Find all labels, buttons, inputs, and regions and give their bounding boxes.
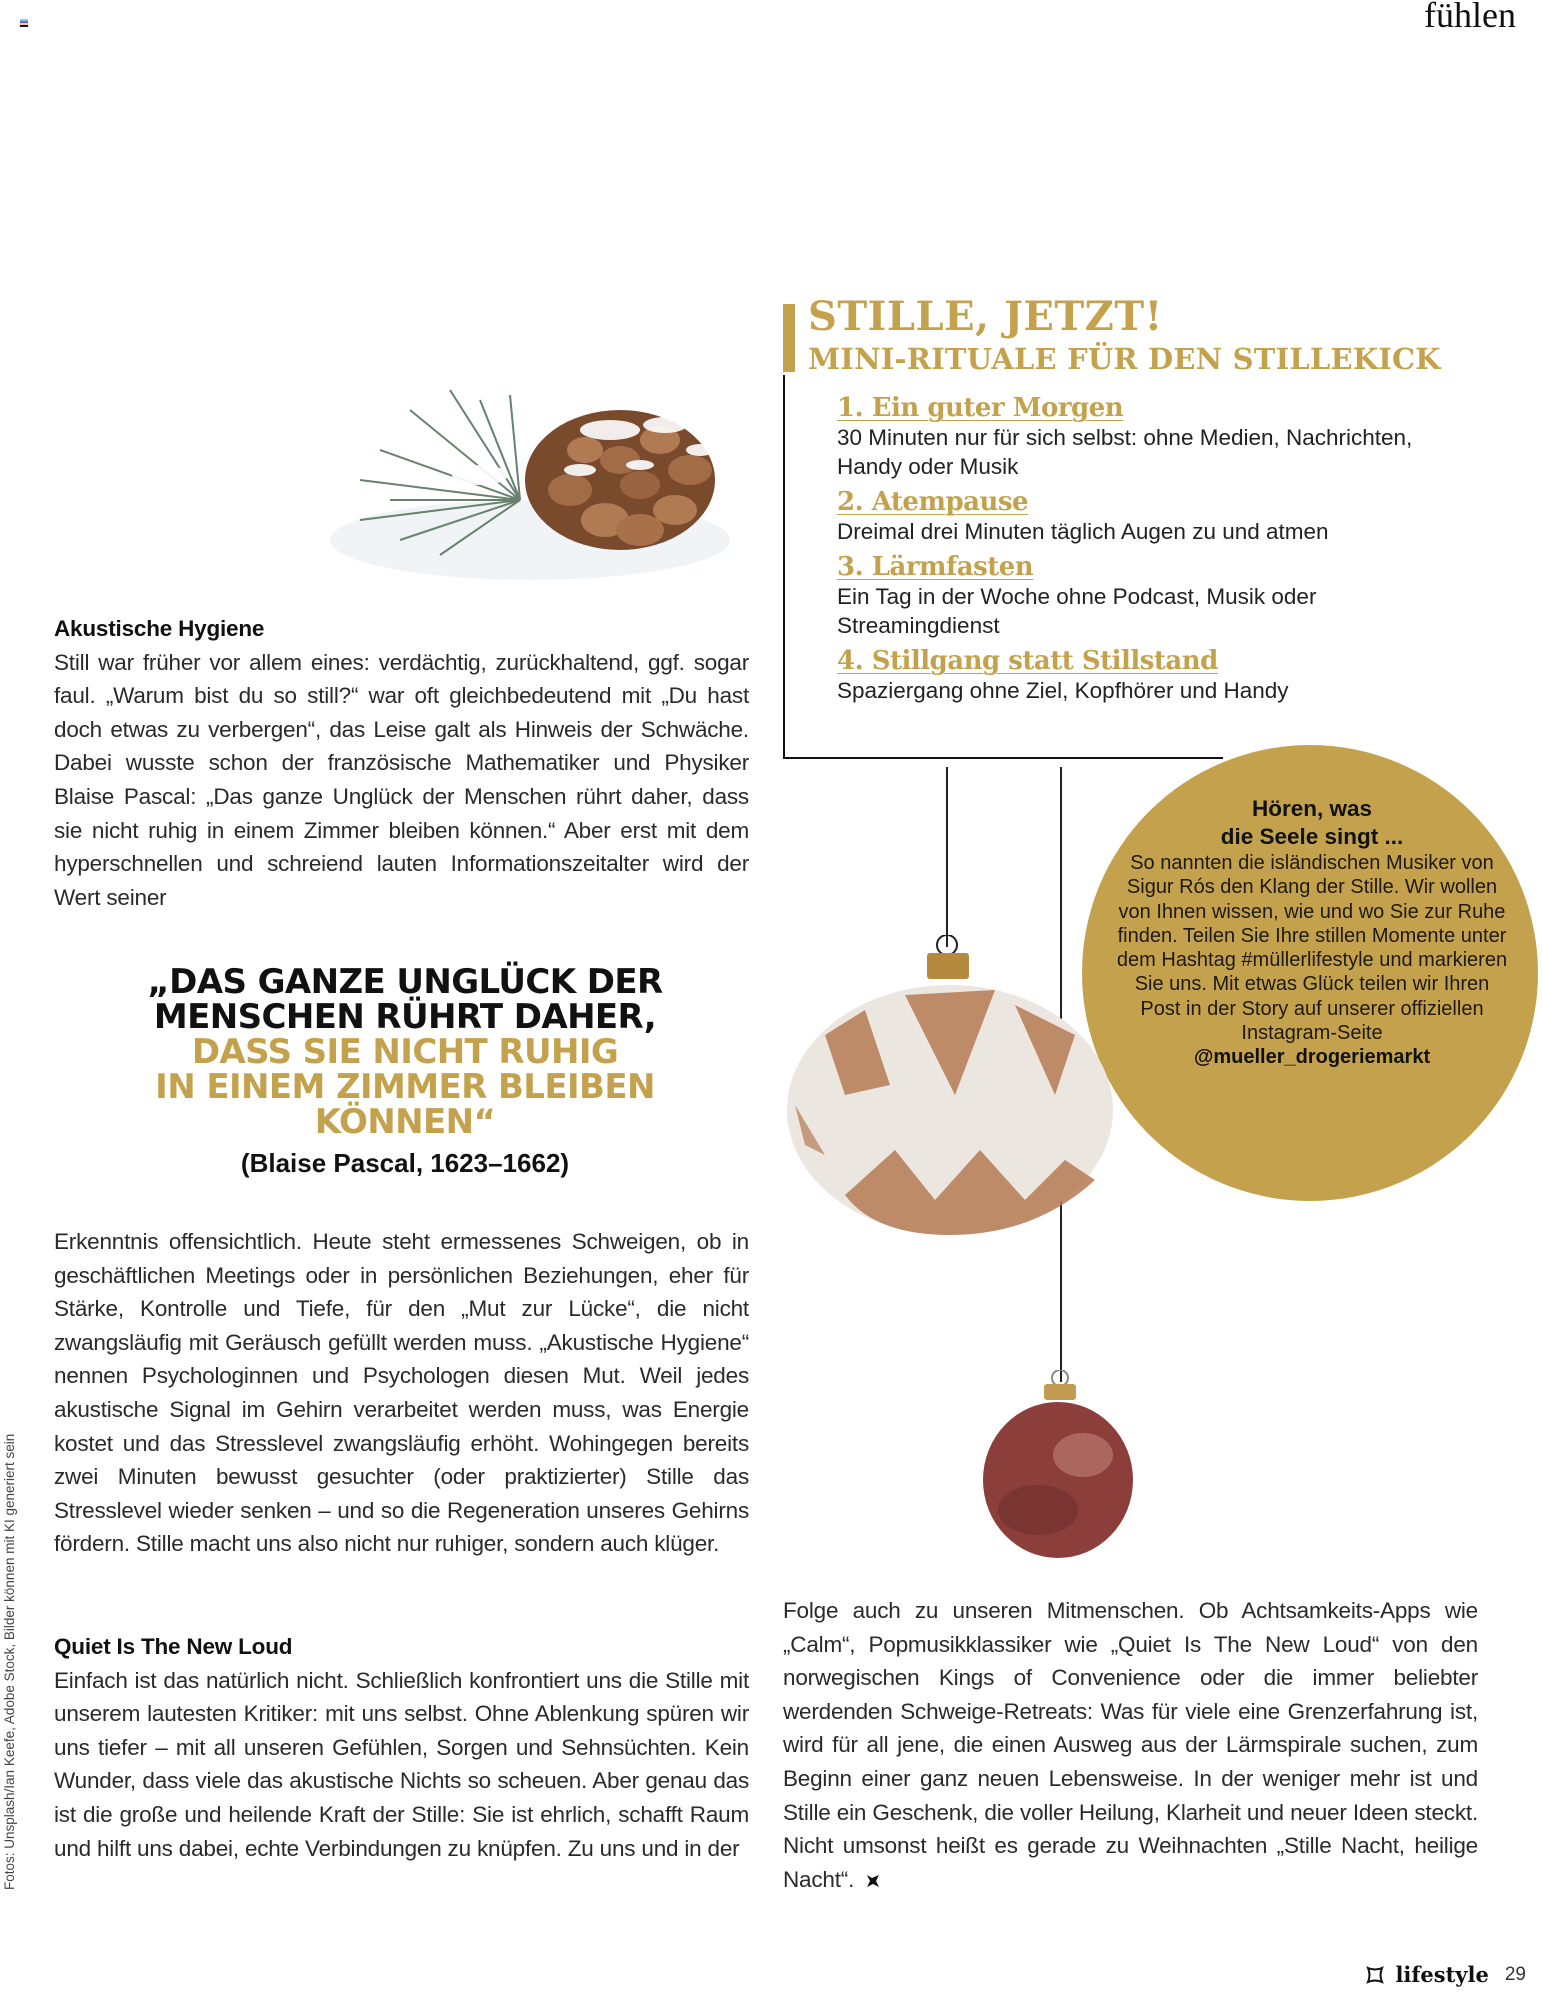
- paragraph: Folge auch zu unseren Mitmenschen. Ob Achtsamkeits-Apps wie „Calm“, Popmusikklassiker wie „Quiet Is The New Loud“ von den norwegischen Kings of Convenience oder die immer beliebter werdenden Schweige-Retreats: Was für viele eine Grenzerfahrung ist, wird für all jene, die einen Ausweg aus der Lärmspirale suchen, zum Beginn einer ganz neuen Lebensweise. In der weniger mehr ist und Stille ein Geschenk, die voller Heilung, Klarheit und neuer Ideen steckt. Nicht umsonst heißt es gerade zu Weihnachten „Stille Nacht, heilige Nacht“.: [783, 1598, 1478, 1892]
- quote-line: DASS SIE NICHT RUHIG: [191, 1032, 619, 1072]
- pinecone-illustration-icon: [320, 370, 740, 590]
- photo-credit: Fotos: Unsplash/Ian Keefe, Adobe Stock, Bilder können mit KI generiert sein: [2, 1433, 17, 1890]
- section-label: fühlen: [1424, 0, 1516, 35]
- color-registration-icon: [20, 19, 28, 27]
- page-number: 29: [1504, 1963, 1526, 1985]
- accent-bar: [783, 304, 795, 372]
- box-subtitle: MINI-RITUALE FÜR DEN STILLEKICK: [808, 342, 1441, 376]
- box-title: STILLE, JETZT!: [808, 293, 1163, 340]
- article-section-acoustic-hygiene: [54, 612, 749, 914]
- ritual-text: 30 Minuten nur für sich selbst: ohne Medien, Nachrichten, Handy oder Musik: [837, 425, 1413, 479]
- brand-name: lifestyle: [1395, 1962, 1489, 1987]
- ritual-item: [837, 646, 1477, 705]
- ritual-item: [837, 393, 1477, 481]
- page-footer: [1365, 1962, 1526, 1987]
- subheading: Akustische Hygiene: [54, 616, 265, 641]
- pull-quote: [80, 962, 730, 1142]
- quote-attribution: (Blaise Pascal, 1623–1662): [240, 1148, 570, 1178]
- ritual-heading: 1. Ein guter Morgen: [837, 393, 1124, 423]
- quote-line: KÖNNEN“: [314, 1102, 496, 1142]
- ritual-heading: 4. Stillgang statt Stillstand: [837, 646, 1218, 676]
- paragraph: Einfach ist das natürlich nicht. Schließlich konfrontiert uns die Stille mit unserem lautesten Kritiker: mit uns selbst. Ohne Ablenkung spüren wir uns tiefer – mit all unseren Gefühlen, Sorgen und Sehnsüchten. Kein Wunder, dass viele das akustische Nichts so scheuen. Aber genau das ist die große und heilende Kraft der Stille: Sie ist ehrlich, schafft Raum und hilft uns dabei, echte Verbindungen zu knüpfen. Zu uns und in der: [54, 1667, 749, 1861]
- box-border-bottom: [783, 757, 1223, 759]
- end-mark-icon: [866, 1874, 880, 1888]
- article-right-column: [783, 1594, 1478, 1896]
- info-heading: Hören, was: [1251, 796, 1373, 821]
- paragraph: Still war früher vor allem eines: verdächtig, zurückhaltend, ggf. sogar faul. „Warum bist du so still?“ war oft gleichbedeutend mit „Du hast doch etwas zu verbergen“, das Leise galt als Hinweis der Schwäche. Dabei wusste schon der französische Mathematiker und Physiker Blaise Pascal: „Das ganze Unglück der Menschen rührt daher, dass sie nicht ruhig in einem Zimmer bleiben können.“ Aber erst mit dem hyperschnellen und schreiend lauten Informationszeitalter wird der Wert seiner: [54, 649, 749, 910]
- box-border-left: [783, 375, 785, 759]
- ritual-item: [837, 552, 1477, 640]
- info-body: So nannten die isländischen Musiker von Sigur Rós den Klang der Stille. Wir wollen von Ihnen wissen, wie und wo Sie zur Ruhe finden. Teilen Sie Ihre stillen Momente unter dem Hashtag #müllerlifestyle und markieren Sie uns. Mit etwas Glück teilen wir Ihren Post in der Story auf unserer offiziellen Instagram-Seite: [1116, 852, 1508, 1045]
- ornament-big-icon: [785, 935, 1115, 1235]
- ritual-item: [837, 487, 1477, 546]
- ornament-string: [946, 767, 948, 947]
- ritual-heading: 2. Atempause: [837, 487, 1029, 517]
- ornament-small-icon: [978, 1370, 1133, 1560]
- ritual-heading: 3. Lärmfasten: [837, 552, 1034, 582]
- article-section-quiet-new-loud: [54, 1630, 749, 1865]
- info-circle: [1112, 795, 1512, 1070]
- subheading: Quiet Is The New Loud: [54, 1634, 293, 1659]
- quote-line: „DAS GANZE UNGLÜCK DER: [147, 962, 663, 1002]
- info-heading: die Seele singt ...: [1220, 824, 1404, 849]
- lifestyle-logo-icon: [1365, 1965, 1385, 1985]
- rituals-list: [837, 393, 1477, 711]
- paragraph: Erkenntnis offensichtlich. Heute steht ermessenes Schweigen, ob in geschäftlichen Meetings oder in persönlichen Beziehungen, eher für Stärke, Kontrolle und Tiefe, für den „Mut zur Lücke“, die nicht zwangsläufig mit Geräusch gefüllt werden muss. „Akustische Hygiene“ nennen Psychologinnen und Psychologen diesen Mut. Weil jedes akustische Signal im Gehirn verarbeitet werden muss, was Energie kostet und das Stresslevel zwangsläufig erhöht. Wohingegen bereits zwei Minuten bewusst gesuchter (oder praktizierter) Stille das Stresslevel wieder senken – und so die Regeneration unseres Gehirns fördern. Stille macht uns also nicht nur ruhiger, sondern auch klüger.: [54, 1229, 749, 1557]
- ritual-text: Ein Tag in der Woche ohne Podcast, Musik oder Streamingdienst: [837, 584, 1317, 638]
- article-continuation: [54, 1225, 749, 1561]
- ritual-text: Spaziergang ohne Ziel, Kopfhörer und Handy: [837, 678, 1289, 703]
- quote-line: IN EINEM ZIMMER BLEIBEN: [155, 1067, 655, 1107]
- quote-line: MENSCHEN RÜHRT DAHER,: [153, 997, 657, 1037]
- instagram-handle-link[interactable]: @mueller_drogeriemarkt: [1193, 1046, 1431, 1069]
- ritual-text: Dreimal drei Minuten täglich Augen zu und atmen: [837, 519, 1329, 544]
